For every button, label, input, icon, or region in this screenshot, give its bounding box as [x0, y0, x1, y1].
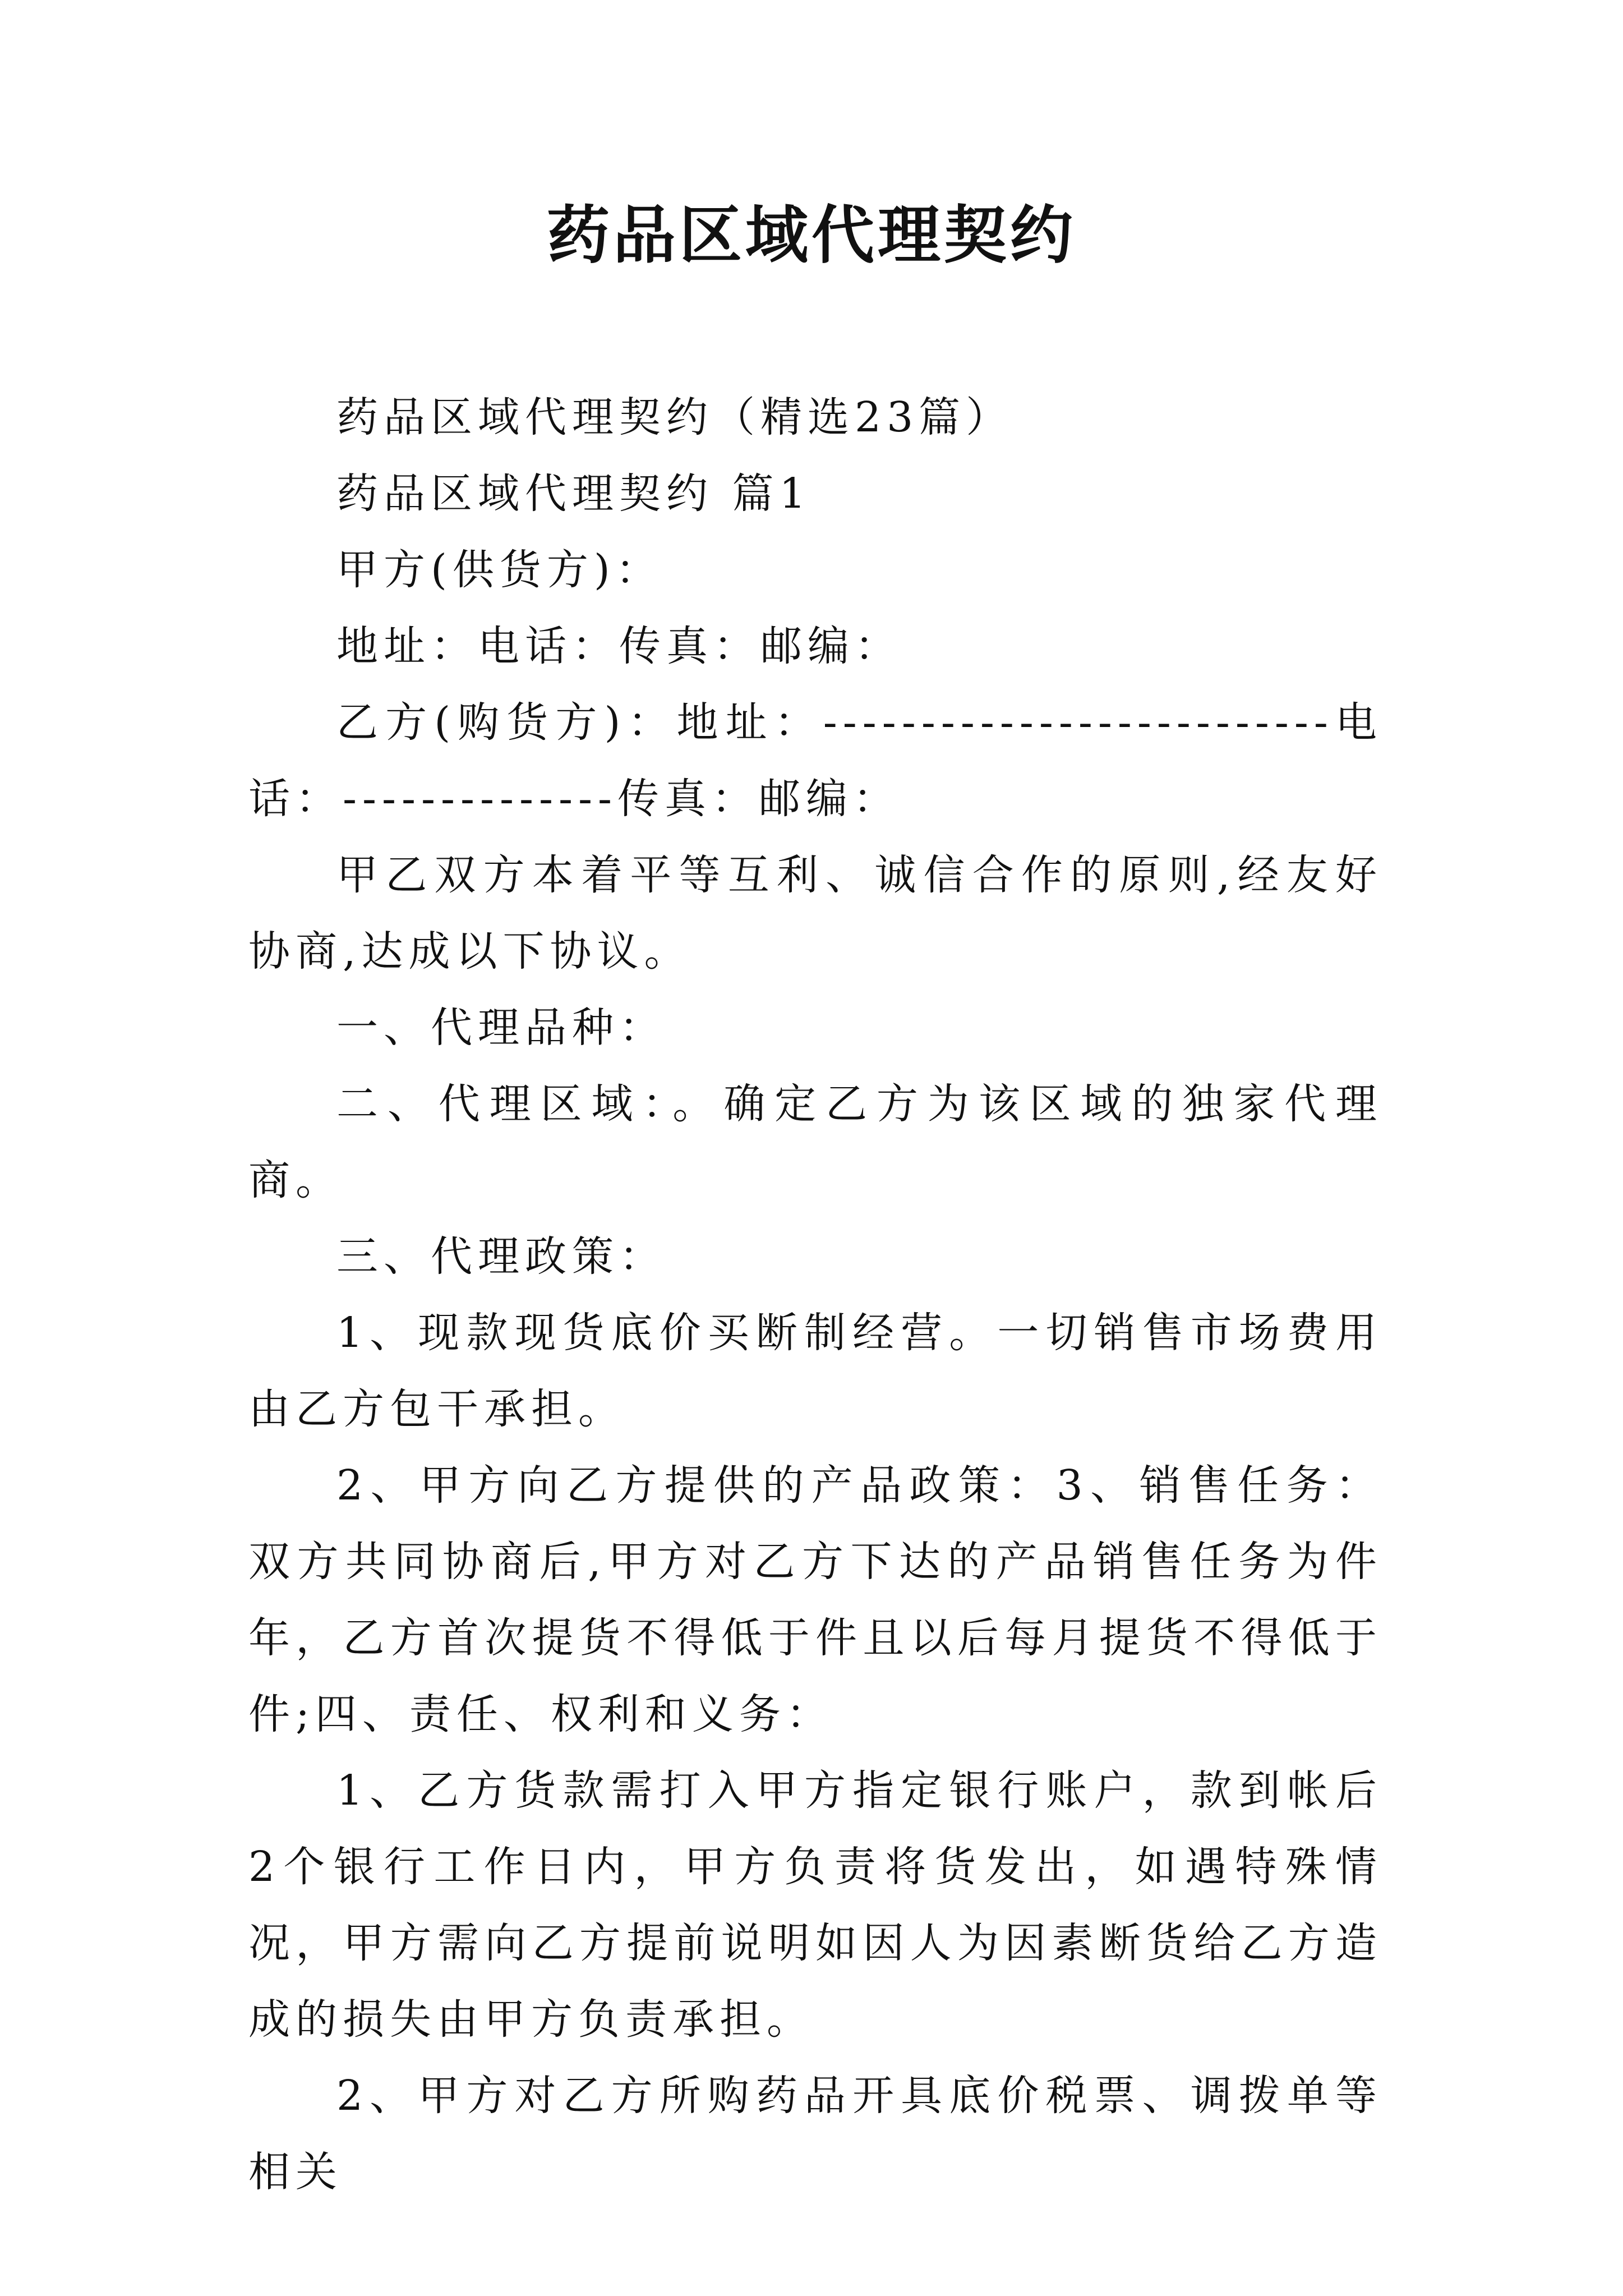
paragraph-clause-3: 三、代理政策： [336, 1232, 666, 1281]
paragraph-party-b: 乙方(购货方)：地址：--------------------------电话：--------------传真：邮编： [248, 698, 1382, 823]
paragraph-clause-3-2: 2、甲方向乙方提供的产品政策：3、销售任务：双方共同协商后,甲方对乙方下达的产品销售任务为件年，乙方首次提货不得低于件且以后每月提货不得低于件;四、责任、权利和义务： [248, 1461, 1382, 1738]
paragraph-clause-4-1: 1、乙方货款需打入甲方指定银行账户，款到帐后2个银行工作日内，甲方负责将货发出，如遇特殊情况，甲方需向乙方提前说明如因人为因素断货给乙方造成的损失由甲方负责承担。 [248, 1766, 1382, 2044]
paragraph-clause-1: 一、代理品种： [336, 1004, 666, 1052]
document-body [248, 379, 1382, 2210]
document-title: 药品区域代理契约 [547, 199, 1076, 272]
paragraph-party-a-contact: 地址：电话：传真：邮编： [336, 622, 902, 670]
paragraph-clause-3-1: 1、现款现货底价买断制经营。一切销售市场费用由乙方包干承担。 [248, 1309, 1382, 1433]
paragraph-clause-4-2: 2、甲方对乙方所购药品开具底价税票、调拨单等相关 [248, 2072, 1382, 2196]
paragraph-preamble: 甲乙双方本着平等互利、诚信合作的原则,经友好协商,达成以下协议。 [248, 851, 1382, 976]
paragraph-subtitle: 药品区域代理契约（精选23篇） [336, 393, 1013, 441]
paragraph-party-a: 甲方(供货方)： [336, 546, 663, 594]
paragraph-clause-2: 二、代理区域：。确定乙方为该区域的独家代理商。 [248, 1080, 1382, 1204]
paragraph-section-heading: 药品区域代理契约 篇1 [336, 470, 811, 518]
